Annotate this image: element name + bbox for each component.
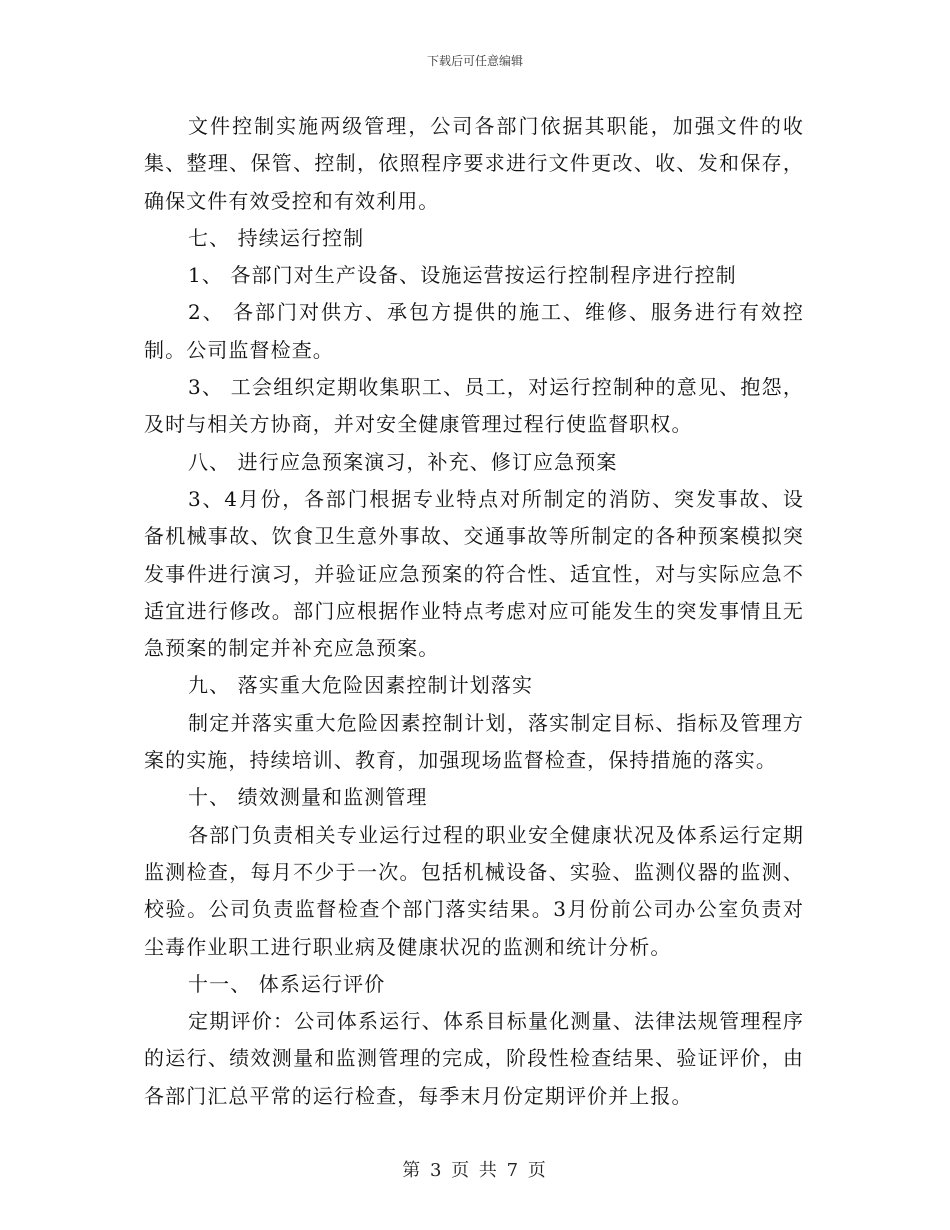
paragraph-performance-monitoring: 各部门负责相关专业运行过程的职业安全健康状况及体系运行定期监测检查，每月不少于一次。包括机械设备、实验、监测仪器的监测、校验。公司负责监督检查个部门落实结果。3月份前公司办公室负责对尘毒作业职工进行职业病及健康状况的监测和统计分析。 (144, 822, 804, 959)
section-heading-10: 十、 绩效测量和监测管理 (188, 785, 428, 810)
paragraph-emergency-drill: 3、4月份，各部门根据专业特点对所制定的消防、突发事故、设备机械事故、饮食卫生意外事故、交通事故等所制定的各种预案模拟突发事件进行演习，并验证应急预案的符合性、适宜性，对与实际应急不适宜进行修改。部门应根据作业特点考虑对应可能发生的突发事情且无急预案的制定并补充应急预案。 (144, 486, 804, 661)
section-heading-11: 十一、 体系运行评价 (188, 971, 386, 996)
section-heading-8: 八、 进行应急预案演习，补充、修订应急预案 (188, 449, 618, 474)
page-number-footer: 第 3 页 共 7 页 (402, 1160, 548, 1181)
section-heading-9: 九、 落实重大危险因素控制计划落实 (188, 673, 534, 698)
page-header-note: 下载后可任意编辑 (426, 54, 523, 68)
document-body (144, 108, 804, 1115)
paragraph-hazard-control: 制定并落实重大危险因素控制计划，落实制定目标、指标及管理方案的实施，持续培训、教育，加强现场监督检查，保持措施的落实。 (144, 710, 804, 773)
section-heading-7: 七、 持续运行控制 (188, 225, 365, 250)
paragraph-system-evaluation: 定期评价：公司体系运行、体系目标量化测量、法律法规管理程序的运行、绩效测量和监测管理的完成，阶段性检查结果、验证评价，由各部门汇总平常的运行检查，每季末月份定期评价并上报。 (144, 1009, 804, 1108)
list-item-7-1: 1、 各部门对生产设备、设施运营按运行控制程序进行控制 (188, 263, 737, 288)
list-item-7-2: 2、 各部门对供方、承包方提供的施工、维修、服务进行有效控制。公司监督检查。 (144, 300, 804, 362)
paragraph-document-control: 文件控制实施两级管理，公司各部门依据其职能，加强文件的收集、整理、保管、控制，依照程序要求进行文件更改、收、发和保存，确保文件有效受控和有效利用。 (144, 114, 804, 213)
list-item-7-3: 3、 工会组织定期收集职工、员工，对运行控制种的意见、抱怨，及时与相关方协商，并对安全健康管理过程行使监督职权。 (144, 375, 804, 437)
